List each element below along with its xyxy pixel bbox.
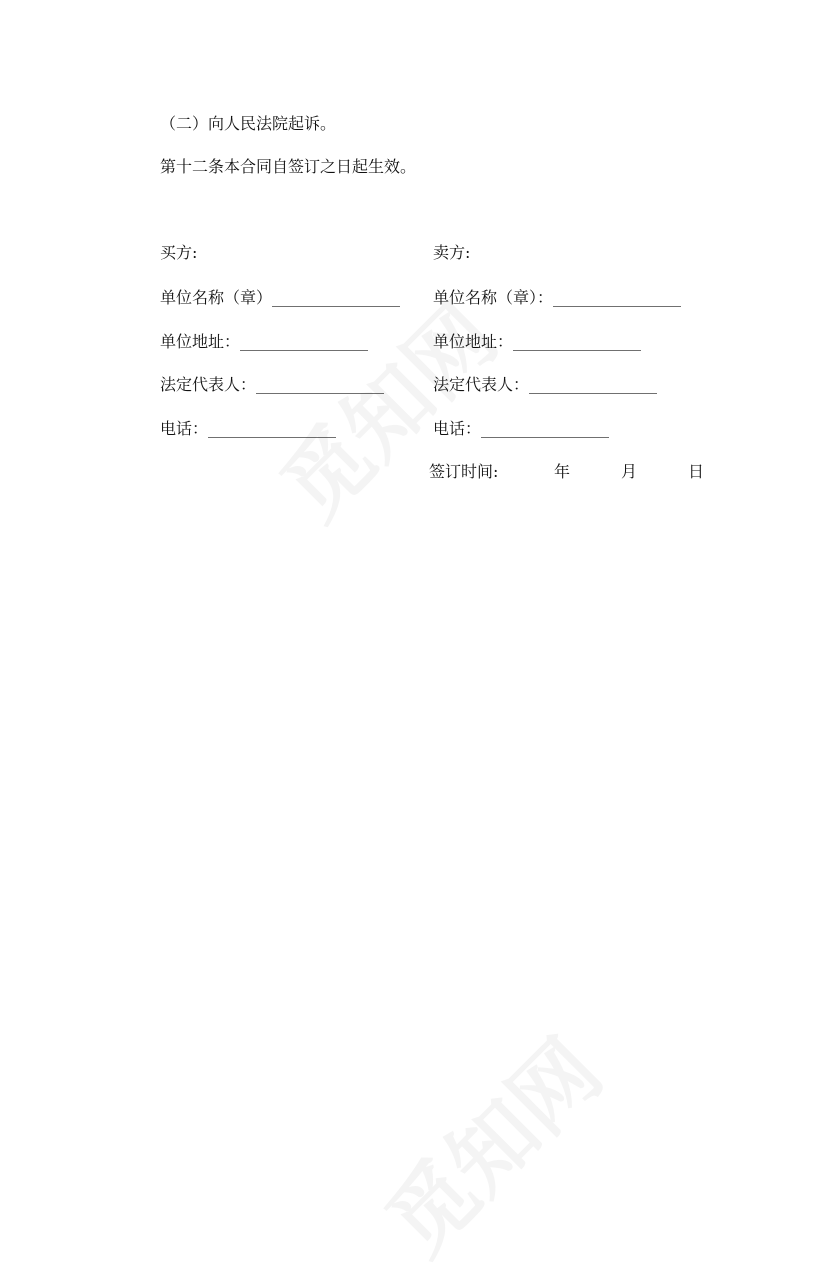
seller-address-field: 单位地址：________________ (433, 332, 642, 351)
buyer-title: 买方: (160, 243, 198, 262)
seller-phone-field: 电话：________________ (433, 419, 610, 438)
signing-month: 月 (621, 462, 638, 481)
paragraph-effective: 第十二条本合同自签订之日起生效。 (160, 157, 417, 176)
buyer-rep-field: 法定代表人：________________ (160, 375, 385, 394)
signing-time-label: 签订时间: (429, 462, 499, 481)
buyer-phone-field: 电话：________________ (160, 419, 337, 438)
signing-year: 年 (554, 462, 571, 481)
watermark-bottom (354, 1007, 624, 1277)
paragraph-lawsuit: （二）向人民法院起诉。 (160, 114, 337, 133)
signing-day: 日 (688, 462, 705, 481)
watermark (249, 272, 519, 542)
seller-title: 卖方: (433, 243, 471, 262)
buyer-address-field: 单位地址：________________ (160, 332, 369, 351)
seller-rep-field: 法定代表人：________________ (433, 375, 658, 394)
seller-name-field: 单位名称（章）：________________ (433, 288, 682, 307)
buyer-name-field: 单位名称（章）________________ (160, 288, 401, 307)
